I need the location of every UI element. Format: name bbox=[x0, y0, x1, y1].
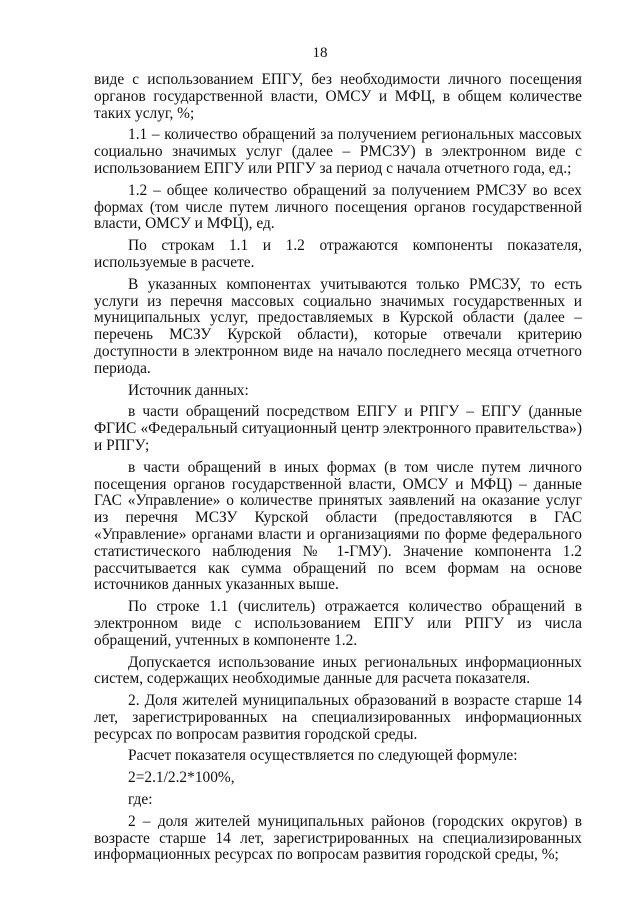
paragraph-indicator-2-definition: 2 – доля жителей муниципальных районов (городских округов) в возрасте старше 14 лет, зарегистрированных на специализированных информационных ресурсах по вопросам развития городской среды, %; bbox=[94, 812, 582, 864]
paragraph-components-scope: В указанных компонентах учитываются только РМСЗУ, то есть услуги из перечня массовых социально значимых государственных и муниципальных услуг, предоставляемых в Курской области (далее – перечень МСЗУ Курской области), которые отвечали критерию доступности в электронном виде на начало последнего месяца отчетного периода. bbox=[94, 275, 582, 377]
document-body bbox=[94, 72, 582, 869]
paragraph-component-1-1: 1.1 – количество обращений за получением региональных массовых социально значимых услуг (далее – РМСЗУ) в электронном виде с использованием ЕПГУ или РПГУ за период с начала отчетного года, ед.; bbox=[94, 126, 582, 177]
paragraph-formula-intro: Расчет показателя осуществляется по следующей формуле: bbox=[128, 747, 518, 765]
paragraph-continuation: виде с использованием ЕПГУ, без необходимости личного посещения органов государственной власти, ОМСУ и МФЦ, в общем количестве таких услуг, %; bbox=[94, 71, 582, 122]
paragraph-formula: 2=2.1/2.2*100%, bbox=[128, 769, 235, 787]
paragraph-source-other-forms: в части обращений в иных формах (в том числе путем личного посещения органов государственной власти, ОМСУ и МФЦ) – данные ГАС «Управление» о количестве принятых заявлений на оказание услуг из перечня МСЗУ Курской области (предоставляются в ГАС «Управление» органами власти и организациями по форме федерального статистического наблюдения № 1-ГМУ). Значение компонента 1.2 рассчитывается как сумма обращений по всем формам на основе источников данных указанных выше. bbox=[94, 458, 582, 594]
paragraph-where: где: bbox=[128, 791, 153, 809]
paragraph-rows-note: По строкам 1.1 и 1.2 отражаются компоненты показателя, используемые в расчете. bbox=[94, 237, 582, 271]
paragraph-data-source-heading: Источник данных: bbox=[128, 381, 249, 399]
paragraph-other-systems: Допускается использование иных региональных информационных систем, содержащих необходимые данные для расчета показателя. bbox=[94, 653, 582, 688]
paragraph-source-epgu: в части обращений посредством ЕПГУ и РПГУ – ЕПГУ (данные ФГИС «Федеральный ситуационный центр электронного правительства») и РПГУ; bbox=[94, 403, 582, 454]
page-number: 18 bbox=[312, 45, 328, 61]
paragraph-component-1-2: 1.2 – общее количество обращений за получением РМСЗУ во всех формах (том числе путем личного посещения органов государственной власти, ОМСУ и МФЦ), ед. bbox=[94, 181, 582, 233]
paragraph-indicator-2-title: 2. Доля жителей муниципальных образований в возрасте старше 14 лет, зарегистрированных на специализированных информационных ресурсах по вопросам развития городской среды. bbox=[94, 692, 582, 743]
paragraph-numerator-note: По строке 1.1 (числитель) отражается количество обращений в электронном виде с использованием ЕПГУ или РПГУ из числа обращений, учтенных в компоненте 1.2. bbox=[94, 598, 582, 649]
